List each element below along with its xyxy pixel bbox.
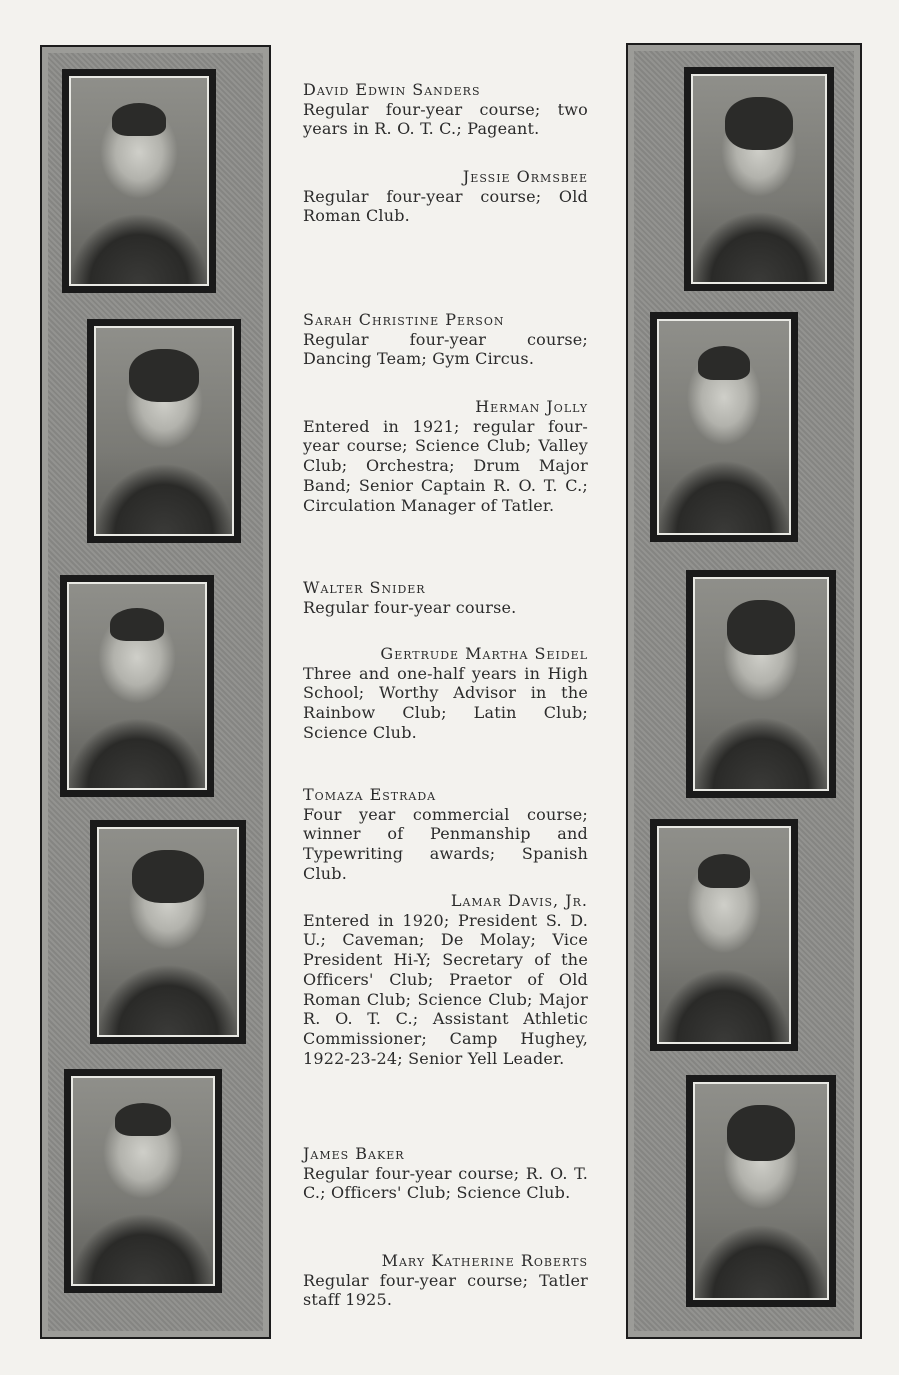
entry-james-baker (303, 1144, 588, 1203)
entry-name: Herman Jolly (475, 397, 588, 416)
portrait-mary-roberts (686, 1075, 836, 1307)
entry-description: Regular four-year course; Tatler staff 1925. (303, 1270, 588, 1310)
entry-walter-snider (303, 578, 588, 617)
entry-lamar-davis (303, 891, 588, 1068)
portrait-gertrude-seidel (686, 570, 836, 798)
entry-name: Walter Snider (303, 578, 426, 597)
entry-name: Tomaza Estrada (303, 785, 437, 804)
entry-david-sanders (303, 80, 588, 139)
portrait-lamar-davis (650, 819, 798, 1051)
entry-description: Regular four-year course. (303, 597, 517, 617)
portrait-tomaza-estrada (90, 820, 246, 1044)
entry-description: Entered in 1921; regular four-year course; Science Club; Valley Club; Orchestra; Drum Major Band; Senior Captain R. O. T. C.; Circulation Manager of Tatler. (303, 416, 588, 515)
entry-description: Regular four-year course; Dancing Team; Gym Circus. (303, 329, 588, 369)
entry-name: Lamar Davis, Jr. (450, 891, 588, 910)
right-photo-strip (626, 43, 862, 1339)
portrait-jessie-ormsbee (684, 67, 834, 291)
entry-description: Entered in 1920; President S. D. U.; Caveman; De Molay; Vice President Hi-Y; Secretary of the Officers' Club; Praetor of Old Roman Club; Science Club; Major R. O. T. C.; Assistant Athletic Commissioner; Camp Hughey, 1922-23-24; Senior Yell Leader. (303, 910, 588, 1068)
entry-name: Mary Katherine Roberts (381, 1251, 588, 1270)
entry-jessie-ormsbee (303, 167, 588, 226)
entry-herman-jolly (303, 397, 588, 515)
entry-name: Gertrude Martha Seidel (380, 644, 588, 663)
entry-description: Three and one-half years in High School; Worthy Advisor in the Rainbow Club; Latin Club; Science Club. (303, 663, 588, 742)
entry-name: David Edwin Sanders (303, 80, 481, 99)
left-photo-strip (40, 45, 271, 1339)
entry-sarah-person (303, 310, 588, 369)
entry-gertrude-seidel (303, 644, 588, 743)
entry-tomaza-estrada (303, 785, 588, 884)
entry-mary-roberts (303, 1251, 588, 1310)
portrait-david-sanders (62, 69, 216, 293)
portrait-sarah-person (87, 319, 241, 543)
portrait-herman-jolly (650, 312, 798, 542)
portrait-walter-snider (60, 575, 214, 797)
entry-description: Regular four-year course; Old Roman Club. (303, 186, 588, 226)
entry-description: Regular four-year course; two years in R. O. T. C.; Pageant. (303, 99, 588, 139)
entry-name: Sarah Christine Person (303, 310, 505, 329)
entry-name: Jessie Ormsbee (462, 167, 588, 186)
entry-description: Four year commercial course; winner of Penmanship and Typewriting awards; Spanish Club. (303, 804, 588, 883)
portrait-james-baker (64, 1069, 222, 1293)
entry-description: Regular four-year course; R. O. T. C.; Officers' Club; Science Club. (303, 1163, 588, 1203)
entry-name: James Baker (303, 1144, 405, 1163)
